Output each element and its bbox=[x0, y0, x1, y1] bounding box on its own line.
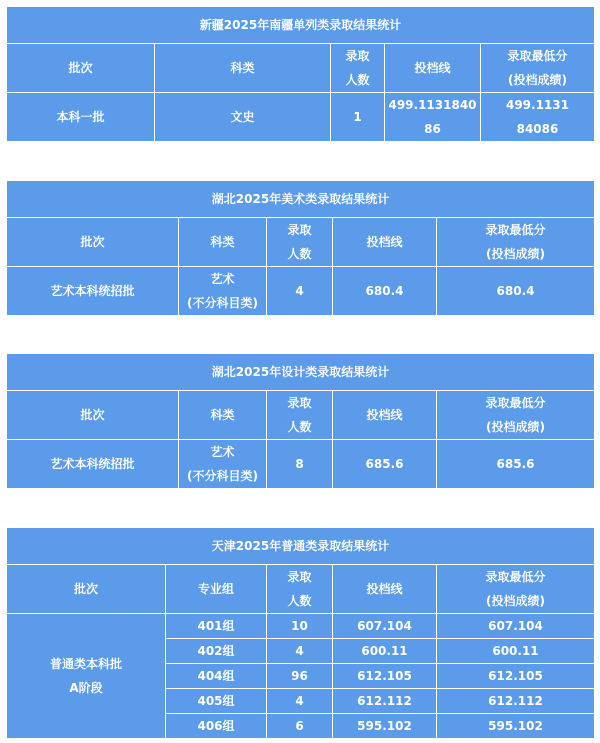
cell-min-score: 499.1131 84086 bbox=[505, 98, 569, 136]
table-title: 新疆2025年南疆单列类录取结果统计 bbox=[7, 7, 594, 44]
cell-batch: 艺术本科统招批 bbox=[7, 267, 179, 315]
cell-enrolled: 6 bbox=[267, 714, 333, 739]
header-cutoff: 投档线 bbox=[333, 565, 437, 614]
header-cutoff: 投档线 bbox=[333, 391, 437, 440]
cell-group: 405组 bbox=[166, 689, 267, 714]
cell-group: 401组 bbox=[166, 614, 267, 639]
cell-enrolled: 96 bbox=[267, 664, 333, 689]
cell-min-score: 685.6 bbox=[496, 457, 535, 471]
header-enrolled: 录取 人数 bbox=[267, 565, 333, 614]
header-min-score: 录取最低分 (投档成绩) bbox=[437, 565, 594, 614]
cell-category: 艺术 (不分科目类) bbox=[179, 267, 267, 315]
cell-group: 402组 bbox=[166, 639, 267, 664]
cell-cutoff: 595.102 bbox=[333, 714, 437, 739]
cell-enrolled: 10 bbox=[267, 614, 333, 639]
table-xinjiang bbox=[6, 6, 595, 142]
table-title: 湖北2025年设计类录取结果统计 bbox=[7, 354, 594, 391]
cell-enrolled: 8 bbox=[267, 440, 333, 488]
cell-enrolled: 4 bbox=[267, 639, 333, 664]
header-batch: 批次 bbox=[7, 218, 179, 267]
cell-enrolled: 4 bbox=[267, 689, 333, 714]
cell-batch-merged: 普通类本科批 A阶段 bbox=[7, 614, 166, 739]
cell-batch: 本科一批 bbox=[7, 93, 155, 141]
cell-group: 404组 bbox=[166, 664, 267, 689]
header-cutoff: 投档线 bbox=[333, 218, 437, 267]
cell-min-score: 680.4 bbox=[496, 284, 535, 298]
table-hubei-design bbox=[6, 353, 595, 489]
header-batch: 批次 bbox=[7, 565, 166, 614]
cell-min-score: 595.102 bbox=[437, 714, 594, 739]
cell-min-score: 600.11 bbox=[437, 639, 594, 664]
header-category: 科类 bbox=[155, 44, 331, 93]
cell-cutoff: 607.104 bbox=[333, 614, 437, 639]
table-hubei-art bbox=[6, 180, 595, 316]
header-enrolled: 录取 人数 bbox=[331, 44, 385, 93]
cell-cutoff: 600.11 bbox=[333, 639, 437, 664]
cell-enrolled: 4 bbox=[267, 267, 333, 315]
cell-min-score: 612.105 bbox=[437, 664, 594, 689]
cell-cutoff: 680.4 bbox=[333, 267, 437, 315]
cell-min-score: 607.104 bbox=[437, 614, 594, 639]
header-enrolled: 录取 人数 bbox=[267, 391, 333, 440]
header-category: 科类 bbox=[179, 391, 267, 440]
header-enrolled: 录取 人数 bbox=[267, 218, 333, 267]
header-cutoff: 投档线 bbox=[385, 44, 481, 93]
cell-cutoff: 612.112 bbox=[333, 689, 437, 714]
header-category: 科类 bbox=[179, 218, 267, 267]
cell-cutoff: 499.113184086 bbox=[385, 93, 481, 141]
cell-min-score: 612.112 bbox=[437, 689, 594, 714]
table-tianjin bbox=[6, 527, 595, 739]
table-title: 天津2025年普通类录取结果统计 bbox=[7, 528, 594, 565]
cell-group: 406组 bbox=[166, 714, 267, 739]
cell-batch: 艺术本科统招批 bbox=[7, 440, 179, 488]
header-group: 专业组 bbox=[166, 565, 267, 614]
header-batch: 批次 bbox=[7, 44, 155, 93]
cell-cutoff: 685.6 bbox=[333, 440, 437, 488]
cell-category: 艺术 (不分科目类) bbox=[179, 440, 267, 488]
header-min-score: 录取最低分 (投档成绩) bbox=[481, 44, 594, 93]
cell-enrolled: 1 bbox=[331, 93, 385, 141]
cell-category: 文史 bbox=[155, 93, 331, 141]
cell-cutoff: 612.105 bbox=[333, 664, 437, 689]
header-batch: 批次 bbox=[7, 391, 179, 440]
header-min-score: 录取最低分 (投档成绩) bbox=[437, 218, 594, 267]
header-min-score: 录取最低分 (投档成绩) bbox=[437, 391, 594, 440]
table-title: 湖北2025年美术类录取结果统计 bbox=[7, 181, 594, 218]
